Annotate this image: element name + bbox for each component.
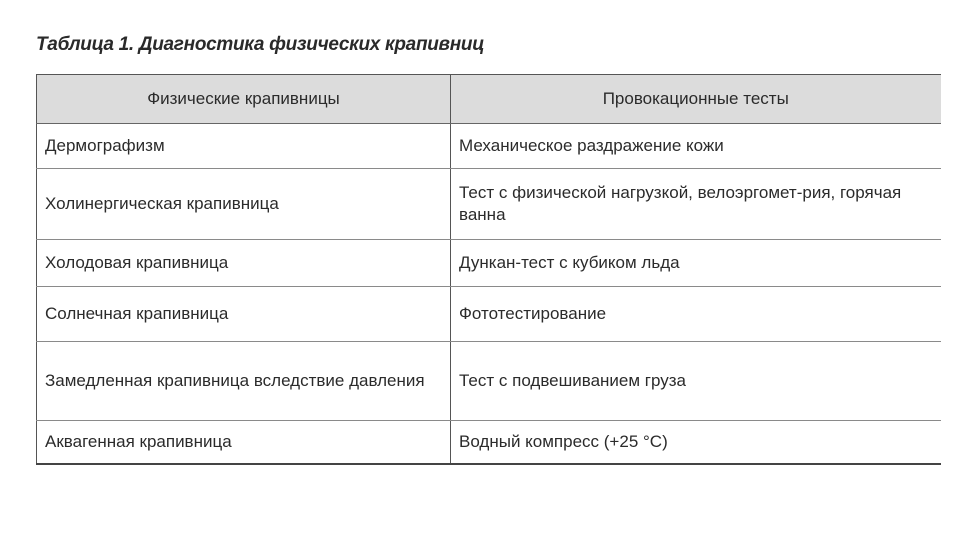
urticaria-type-cell: Аквагенная крапивница [37,421,451,465]
table-row [37,169,941,240]
table-caption: Таблица 1. Диагностика физических крапивниц [36,34,485,55]
table-row [37,287,941,342]
provocation-test-cell: Дункан-тест с кубиком льда [451,240,941,287]
table-header-row [37,75,941,124]
urticaria-type-cell: Холодовая крапивница [37,240,451,287]
provocation-test-cell: Фототестирование [451,287,941,342]
provocation-test-cell: Механическое раздражение кожи [451,124,941,169]
column-header-provocation-tests: Провокационные тесты [451,75,941,124]
column-header-urticaria-type: Физические крапивницы [37,75,451,124]
urticaria-type-cell: Холинергическая крапивница [37,169,451,240]
table-row [37,342,941,421]
urticaria-type-cell: Солнечная крапивница [37,287,451,342]
table-row [37,240,941,287]
table-row [37,421,941,465]
provocation-test-cell: Водный компресс (+25 °C) [451,421,941,465]
urticaria-type-cell: Замедленная крапивница вследствие давления [37,342,451,421]
diagnostics-table [36,74,941,465]
table-row [37,124,941,169]
urticaria-type-cell: Дермографизм [37,124,451,169]
provocation-test-cell: Тест с подвешиванием груза [451,342,941,421]
provocation-test-cell: Тест с физической нагрузкой, велоэргомет-рия, горячая ванна [451,169,941,240]
